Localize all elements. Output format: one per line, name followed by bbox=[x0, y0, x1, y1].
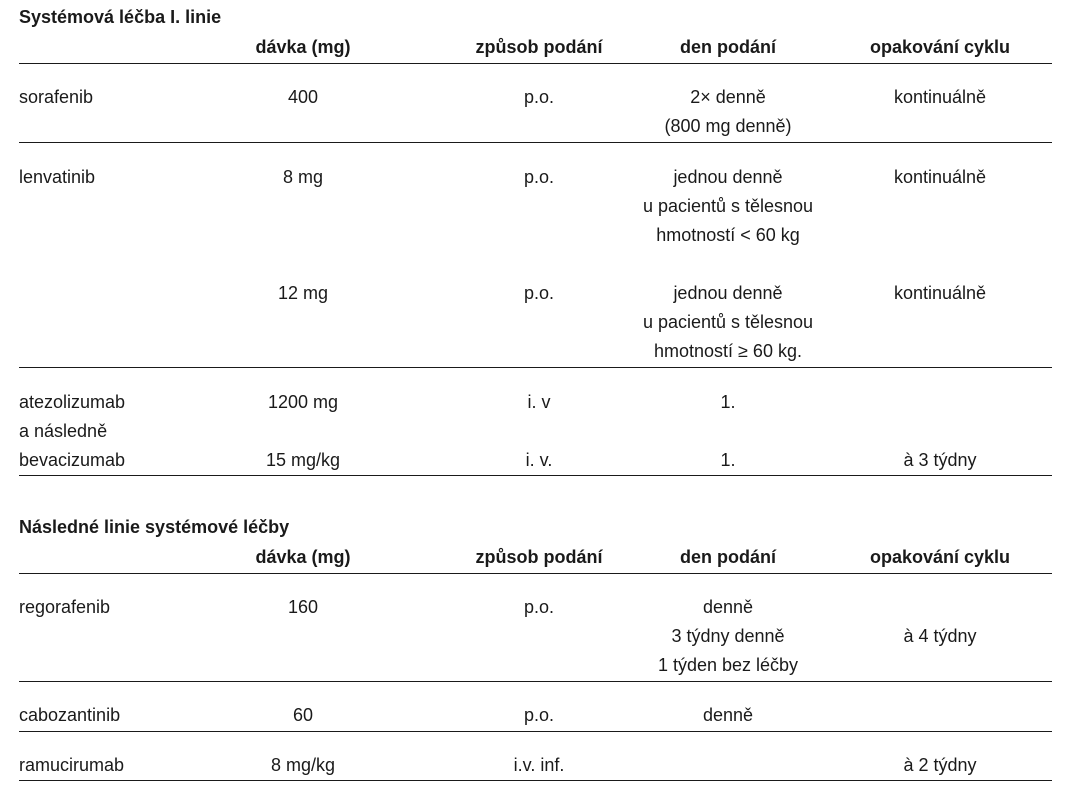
row-divider bbox=[19, 731, 1052, 732]
section-title: Systémová léčba I. linie bbox=[19, 7, 222, 27]
day-value: 1. bbox=[720, 392, 736, 412]
dose-value: 400 bbox=[287, 87, 319, 107]
section-title: Následné linie systémové léčby bbox=[19, 517, 290, 537]
drug-name: atezolizumab bbox=[19, 392, 126, 412]
repeat-value: à 3 týdny bbox=[903, 450, 977, 470]
day-value: 1. bbox=[720, 450, 736, 470]
drug-name: bevacizumab bbox=[19, 450, 126, 470]
route-value: i.v. inf. bbox=[513, 755, 565, 775]
route-value: p.o. bbox=[523, 167, 555, 187]
day-line: u pacientů s tělesnou bbox=[642, 312, 814, 332]
row-divider bbox=[19, 367, 1052, 368]
header-route: způsob podání bbox=[475, 37, 603, 57]
dose-value: 12 mg bbox=[277, 283, 329, 303]
day-line: denně bbox=[702, 597, 754, 617]
header-route: způsob podání bbox=[475, 547, 603, 567]
header-day: den podání bbox=[680, 547, 776, 567]
route-value: p.o. bbox=[523, 283, 555, 303]
dose-value: 15 mg/kg bbox=[265, 450, 341, 470]
header-dose: dávka (mg) bbox=[255, 547, 351, 567]
row-divider bbox=[19, 681, 1052, 682]
day-line: hmotností < 60 kg bbox=[656, 225, 800, 245]
dose-value: 8 mg/kg bbox=[270, 755, 336, 775]
route-value: i. v bbox=[527, 392, 551, 412]
dose-value: 1200 mg bbox=[267, 392, 339, 412]
drug-name: cabozantinib bbox=[19, 705, 121, 725]
day-line: u pacientů s tělesnou bbox=[642, 196, 814, 216]
section-divider bbox=[19, 475, 1052, 476]
day-line: (800 mg denně) bbox=[664, 116, 792, 136]
header-repeat: opakování cyklu bbox=[869, 37, 1011, 57]
route-value: p.o. bbox=[523, 87, 555, 107]
header-day: den podání bbox=[680, 37, 776, 57]
route-value: i. v. bbox=[525, 450, 553, 470]
day-line: 2× denně bbox=[690, 87, 766, 107]
drug-connector: a následně bbox=[19, 421, 108, 441]
drug-name: ramucirumab bbox=[19, 755, 125, 775]
table-bottom-rule bbox=[19, 780, 1052, 781]
day-value: denně bbox=[702, 705, 754, 725]
day-line: 3 týdny denně bbox=[671, 626, 785, 646]
header-repeat: opakování cyklu bbox=[869, 547, 1011, 567]
day-line: jednou denně bbox=[673, 167, 783, 187]
drug-name: regorafenib bbox=[19, 597, 111, 617]
route-value: p.o. bbox=[523, 705, 555, 725]
repeat-value: kontinuálně bbox=[893, 167, 987, 187]
repeat-value: kontinuálně bbox=[893, 87, 987, 107]
route-value: p.o. bbox=[523, 597, 555, 617]
drug-name: sorafenib bbox=[19, 87, 94, 107]
repeat-value: à 2 týdny bbox=[903, 755, 977, 775]
dose-value: 60 bbox=[292, 705, 314, 725]
day-line: hmotností ≥ 60 kg. bbox=[654, 341, 802, 361]
header-divider bbox=[19, 573, 1052, 574]
dose-value: 8 mg bbox=[282, 167, 324, 187]
day-line: 1 týden bez léčby bbox=[657, 655, 799, 675]
drug-name: lenvatinib bbox=[19, 167, 96, 187]
repeat-value: à 4 týdny bbox=[903, 626, 977, 646]
day-line: jednou denně bbox=[673, 283, 783, 303]
dose-value: 160 bbox=[287, 597, 319, 617]
repeat-value: kontinuálně bbox=[893, 283, 987, 303]
header-dose: dávka (mg) bbox=[255, 37, 351, 57]
row-divider bbox=[19, 142, 1052, 143]
header-divider bbox=[19, 63, 1052, 64]
